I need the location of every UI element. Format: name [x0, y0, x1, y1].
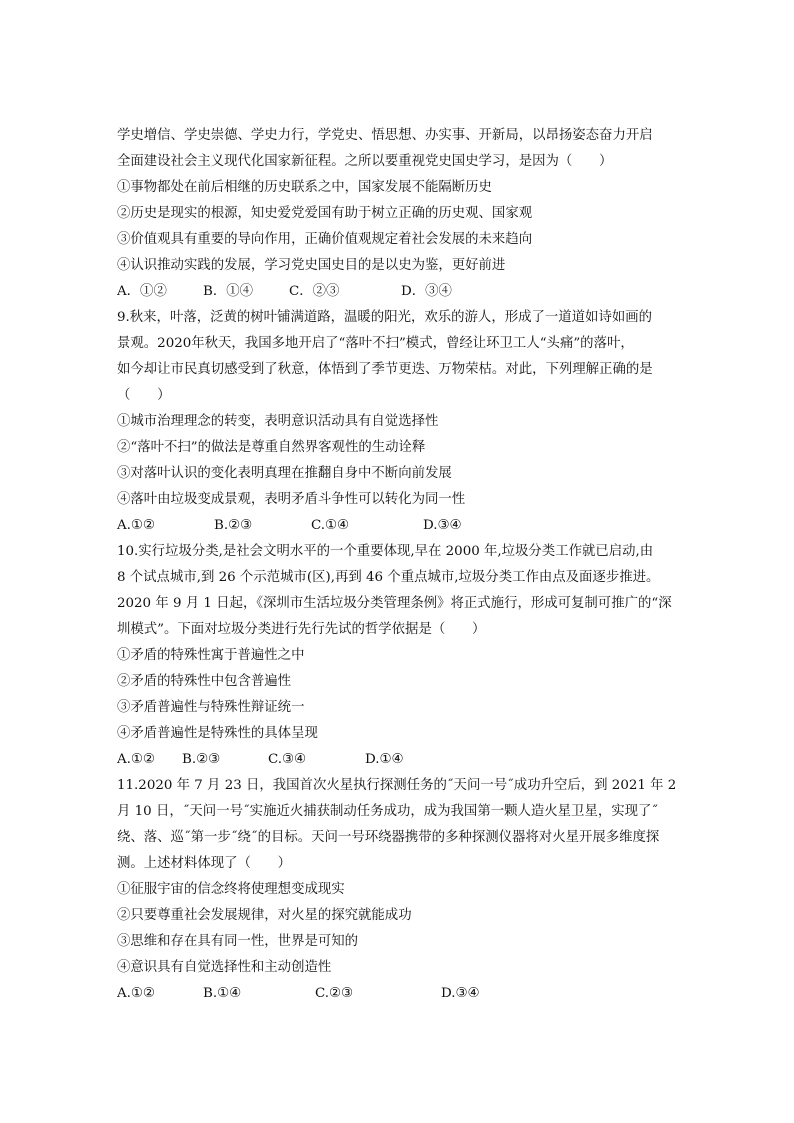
statement-3: ③矛盾普遍性与特殊性辩证统一 [117, 700, 305, 715]
statement-2: ②历史是现实的根源，知史爱党爱国有助于树立正确的历史观、国家观 [117, 206, 533, 221]
question-stem-line: 11.2020 年 7 月 23 日，我国首次火星执行探测任务的˝天问一号˝成功升空后，到 2021 年 2 [117, 778, 677, 793]
option-a[interactable]: A.①② [117, 518, 155, 533]
statement-4: ④认识推动实践的发展，学习党史国史目的是以史为鉴，更好前进 [117, 258, 506, 273]
statement-2: ②“落叶不扫”的做法是尊重自然界客观性的生动诠释 [117, 440, 426, 455]
question-stem-line: 圳模式”。下面对垃圾分类进行先行先试的哲学依据是（ ） [117, 622, 486, 637]
statement-4: ④意识具有自觉选择性和主动创造性 [117, 960, 332, 975]
statement-3: ③对落叶认识的变化表明真理在推翻自身中不断向前发展 [117, 466, 452, 481]
answer-options [117, 984, 687, 1004]
answer-options [117, 750, 687, 770]
option-b[interactable]: B．①④ [203, 284, 254, 299]
question-stem-line: 测。上述材料体现了（ ） [117, 856, 292, 871]
option-d[interactable]: D.①④ [365, 752, 404, 767]
option-b[interactable]: B.②③ [182, 752, 221, 767]
question-stem-line: 9.秋来，叶落，泛黄的树叶铺满道路，温暖的阳光，欢乐的游人，形成了一道道如诗如画的 [117, 310, 653, 325]
option-c[interactable]: C.①④ [311, 518, 350, 533]
question-stem-line: 月 10 日，˝天问一号˝实施近火捕获制动任务成功，成为我国第一颗人造火星卫星，实现了˝ [117, 804, 659, 819]
answer-options [117, 282, 687, 302]
option-d[interactable]: D．③④ [401, 284, 452, 299]
option-b[interactable]: B.②③ [214, 518, 253, 533]
statement-1: ①事物都处在前后相继的历史联系之中，国家发展不能隔断历史 [117, 180, 492, 195]
question-stem-line: 2020 年 9 月 1 日起，《深圳市生活垃圾分类管理条例》将正式施行，形成可复制可推广的“深 [117, 596, 672, 611]
question-stem-line: 绕、落、巡˝第一步˝绕˝的目标。天问一号环绕器携带的多种探测仪器将对火星开展多维度探 [117, 830, 660, 845]
question-stem-line: 如今却让市民真切感受到了秋意，体悟到了季节更迭、万物荣枯。对此，下列理解正确的是 [117, 362, 653, 377]
statement-4: ④落叶由垃圾变成景观，表明矛盾斗争性可以转化为同一性 [117, 492, 466, 507]
option-a[interactable]: A.①② [117, 986, 155, 1001]
option-a[interactable]: A.①② [117, 752, 155, 767]
statement-1: ①城市治理理念的转变，表明意识活动具有自觉选择性 [117, 414, 439, 429]
question-stem-line: 10.实行垃圾分类,是社会文明水平的一个重要体现,早在 2000 年,垃圾分类工作就已启动,由 [117, 544, 654, 559]
statement-3: ③思维和存在具有同一性，世界是可知的 [117, 934, 359, 949]
statement-2: ②矛盾的特殊性中包含普遍性 [117, 674, 292, 689]
question-stem-line: 景观。2020年秋天，我国多地开启了“落叶不扫”模式，曾经让环卫工人“头痛”的落叶， [117, 336, 634, 351]
statement-3: ③价值观具有重要的导向作用，正确价值观规定着社会发展的未来趋向 [117, 232, 533, 247]
option-c[interactable]: C.②③ [315, 986, 354, 1001]
option-b[interactable]: B.①④ [203, 986, 242, 1001]
answer-options [117, 516, 687, 536]
option-d[interactable]: D.③④ [423, 518, 462, 533]
statement-4: ④矛盾普遍性是特殊性的具体呈现 [117, 726, 318, 741]
statement-1: ①征服宇宙的信念终将使理想变成现实 [117, 882, 345, 897]
option-d[interactable]: D.③④ [441, 986, 480, 1001]
option-a[interactable]: A．①② [117, 284, 167, 299]
statement-1: ①矛盾的特殊性寓于普遍性之中 [117, 648, 305, 663]
question-stem-line: 8 个试点城市,到 26 个示范城市(区),再到 46 个重点城市,垃圾分类工作由点及面逐步推进。 [117, 570, 660, 585]
option-c[interactable]: C．②③ [289, 284, 340, 299]
statement-2: ②只要尊重社会发展规律，对火星的探究就能成功 [117, 908, 412, 923]
question-stem-line: 学史增信、学史崇德、学史力行，学党史、悟思想、办实事、开新局，以昂扬姿态奋力开启 [117, 128, 653, 143]
question-stem-line: 全面建设社会主义现代化国家新征程。之所以要重视党史国史学习，是因为（ ） [117, 154, 613, 169]
question-stem-line: （ ） [117, 388, 171, 403]
option-c[interactable]: C.③④ [268, 752, 307, 767]
